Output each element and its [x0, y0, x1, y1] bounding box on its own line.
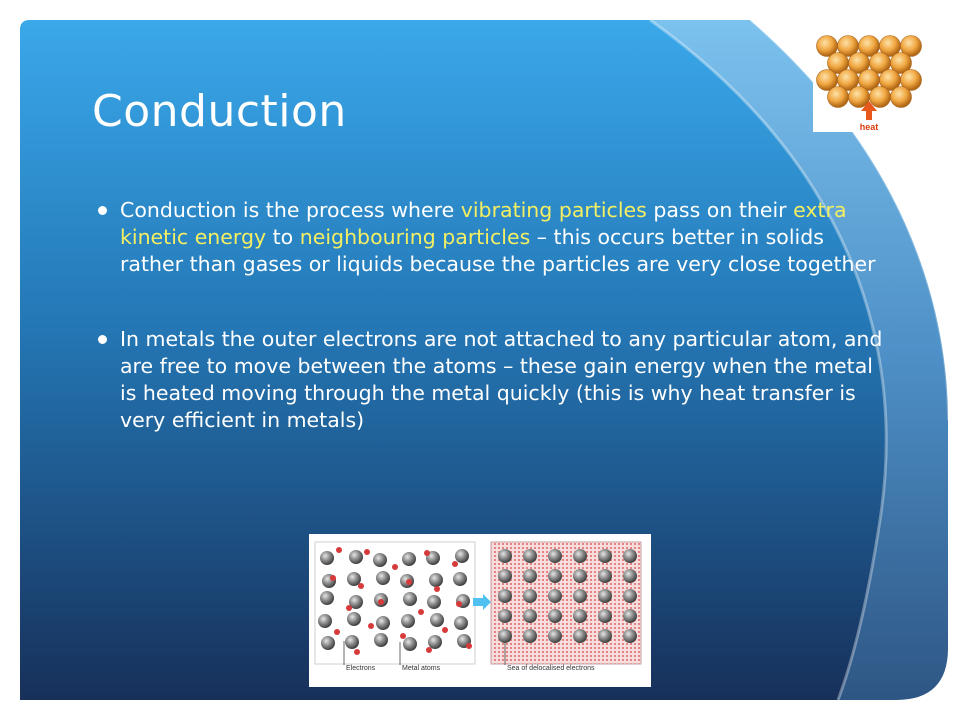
metal-atom [623, 549, 637, 563]
bullet-text-segment: Conduction is the process where [120, 198, 461, 222]
highlight-vibrating-particles: vibrating particles [460, 198, 647, 222]
bullet-text-segment: pass on their [646, 198, 794, 222]
metal-atom [573, 609, 587, 623]
metal-atom [427, 595, 441, 609]
right-arrow-icon [473, 594, 491, 610]
free-electron [392, 564, 398, 570]
metal-atom [403, 637, 417, 651]
free-electron [364, 549, 370, 555]
metal-atom [349, 550, 363, 564]
metal-conduction-image [309, 534, 651, 687]
metal-atom [345, 635, 359, 649]
caption-electrons: Electrons [346, 665, 376, 672]
free-electron [456, 601, 462, 607]
metal-atom [523, 609, 537, 623]
metal-atom [401, 614, 415, 628]
free-electron [346, 605, 352, 611]
metal-atom [373, 553, 387, 567]
bullet-text-segment: to [266, 225, 300, 249]
metal-atom [623, 589, 637, 603]
metal-atom [498, 629, 512, 643]
bullet-conduction [98, 197, 888, 278]
free-electron [424, 550, 430, 556]
highlight-extra-kinetic-energy: extra kinetic energy [120, 198, 847, 249]
metal-atom [347, 612, 361, 626]
free-electron [418, 609, 424, 615]
caption-metal-atoms: Metal atoms [402, 665, 441, 672]
metal-atom [573, 569, 587, 583]
metal-atom [548, 609, 562, 623]
free-electron [378, 599, 384, 605]
metal-atom [548, 589, 562, 603]
heat-label: heat [859, 122, 879, 132]
metal-atom [498, 569, 512, 583]
free-electron [442, 627, 448, 633]
free-electron [368, 623, 374, 629]
metal-atom [430, 613, 444, 627]
free-electron [354, 649, 360, 655]
metal-atom [403, 592, 417, 606]
metal-atom [523, 589, 537, 603]
caption-sea-of-electrons: Sea of delocalised electrons [507, 665, 595, 672]
metal-atom [598, 629, 612, 643]
metal-atom [523, 569, 537, 583]
particle [828, 87, 849, 108]
metal-atom [498, 589, 512, 603]
metal-atom [598, 589, 612, 603]
metal-atom [498, 609, 512, 623]
metal-atom [598, 609, 612, 623]
metal-atom [573, 629, 587, 643]
metal-atom [573, 589, 587, 603]
metal-atom [429, 573, 443, 587]
electron-sea [491, 542, 641, 664]
metal-atom [402, 552, 416, 566]
free-electron [330, 575, 336, 581]
metal-atom [318, 614, 332, 628]
metal-atom [374, 633, 388, 647]
free-electron [466, 643, 472, 649]
metal-atom [455, 549, 469, 563]
free-electron [406, 579, 412, 585]
free-electron [452, 561, 458, 567]
metal-atom [320, 591, 334, 605]
metal-atom [598, 549, 612, 563]
bullet-dot [98, 335, 107, 344]
free-electron [336, 547, 342, 553]
metal-atom [376, 571, 390, 585]
bullet-list [98, 197, 888, 434]
metal-atom [321, 636, 335, 650]
metal-atom [548, 549, 562, 563]
metal-atom [573, 549, 587, 563]
free-electron [434, 586, 440, 592]
metal-atom [548, 629, 562, 643]
metal-atom [623, 609, 637, 623]
heat-particles-image [813, 32, 925, 132]
slide-title: Conduction [92, 86, 347, 137]
metal-atom [428, 635, 442, 649]
metal-atom [548, 569, 562, 583]
free-electron [334, 629, 340, 635]
particle [870, 87, 891, 108]
particle [891, 87, 912, 108]
metal-atom [320, 551, 334, 565]
metal-atom [376, 616, 390, 630]
free-electron [426, 647, 432, 653]
free-electron [400, 633, 406, 639]
metal-atom [623, 569, 637, 583]
bullet-metals [98, 326, 888, 434]
metal-atom [623, 629, 637, 643]
metal-atom [523, 549, 537, 563]
metal-atom [598, 569, 612, 583]
bullet-dot [98, 206, 107, 215]
bullet-text-segment: In metals the outer electrons are not attached to any particular atom, and are free to move between the atoms – these gain energy when the metal is heated moving through the metal quickly (this is why heat transfer is very efficient in metals) [120, 327, 883, 432]
metal-atom [454, 616, 468, 630]
bullet-text-segment: – this occurs better in solids rather than gases or liquids because the particles are very close together [120, 225, 876, 276]
metal-atom [523, 629, 537, 643]
metal-atom [498, 549, 512, 563]
free-electron [358, 583, 364, 589]
metal-atom [453, 572, 467, 586]
highlight-neighbouring-particles: neighbouring particles [299, 225, 531, 249]
particle-grid [817, 36, 922, 108]
